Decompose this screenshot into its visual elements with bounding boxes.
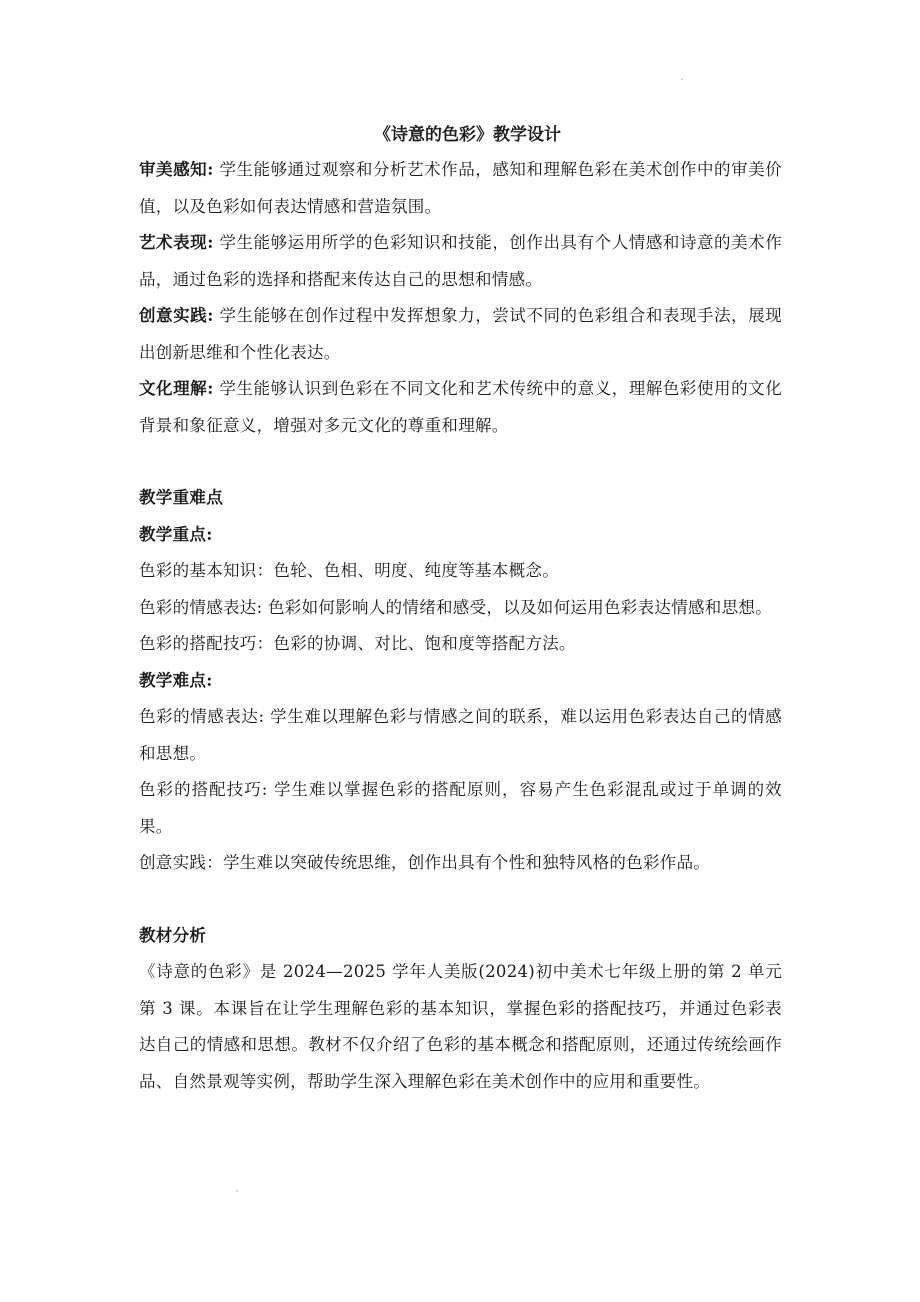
goal-text: 学生能够运用所学的色彩知识和技能，创作出具有个人情感和诗意的美术作品，通过色彩的选择和搭配来传达自己的思想和情感。 <box>139 233 783 289</box>
key-difficult-section <box>139 480 782 882</box>
section-heading: 教材分析 <box>139 925 207 945</box>
section-gap <box>139 882 782 918</box>
difficult-point-item: 创意实践：学生难以突破传统思维，创作出具有个性和独特风格的色彩作品。 <box>139 853 711 872</box>
goal-paragraph <box>139 298 782 371</box>
goal-paragraph <box>139 371 782 444</box>
goal-label: 审美感知: <box>139 160 214 179</box>
goal-text: 学生能够通过观察和分析艺术作品，感知和理解色彩在美术创作中的审美价值，以及色彩如何表达情感和营造氛围。 <box>139 160 783 216</box>
subsection-heading: 教学重点: <box>139 524 213 544</box>
scan-dot <box>236 1190 238 1192</box>
section-gap <box>139 444 782 480</box>
subsection-heading: 教学难点: <box>139 670 213 690</box>
difficult-point-item: 色彩的情感表达: 学生难以理解色彩与情感之间的联系，难以运用色彩表达自己的情感和思想。 <box>139 707 782 763</box>
material-section <box>139 918 782 1101</box>
key-point-item: 色彩的情感表达: 色彩如何影响人的情绪和感受，以及如何运用色彩表达情感和思想。 <box>139 597 773 617</box>
goal-label: 创意实践: <box>139 306 214 325</box>
goal-text: 学生能够在创作过程中发挥想象力，尝试不同的色彩组合和表现手法，展现出创新思维和个性化表达。 <box>139 306 783 362</box>
section-heading: 教学重难点 <box>139 488 223 507</box>
goal-text: 学生能够认识到色彩在不同文化和艺术传统中的意义，理解色彩使用的文化背景和象征意义，增强对多元文化的尊重和理解。 <box>139 379 783 435</box>
goal-paragraph <box>139 152 782 225</box>
goal-label: 文化理解: <box>139 379 214 398</box>
material-paragraph: 《诗意的色彩》是 2024—2025 学年人美版(2024)初中美术七年级上册的第 2 单元第 3 课。本课旨在让学生理解色彩的基本知识，掌握色彩的搭配技巧，并通过色彩表达自己的情感和思想。教材不仅介绍了色彩的基本概念和搭配原则，还通过传统绘画作品、自然景观等实例，帮助学生深入理解色彩在美术创作中的应用和重要性。 <box>139 962 782 1091</box>
goals-section <box>139 152 782 444</box>
goal-label: 艺术表现: <box>139 233 214 252</box>
key-point-item: 色彩的搭配技巧：色彩的协调、对比、饱和度等搭配方法。 <box>139 634 576 653</box>
scan-dot <box>681 78 683 80</box>
document-title: 《诗意的色彩》教学设计 <box>374 125 561 145</box>
goal-paragraph <box>139 225 782 298</box>
key-point-item: 色彩的基本知识：色轮、色相、明度、纯度等基本概念。 <box>139 561 559 580</box>
difficult-point-item: 色彩的搭配技巧: 学生难以掌握色彩的搭配原则，容易产生色彩混乱或过于单调的效果。 <box>139 780 782 836</box>
